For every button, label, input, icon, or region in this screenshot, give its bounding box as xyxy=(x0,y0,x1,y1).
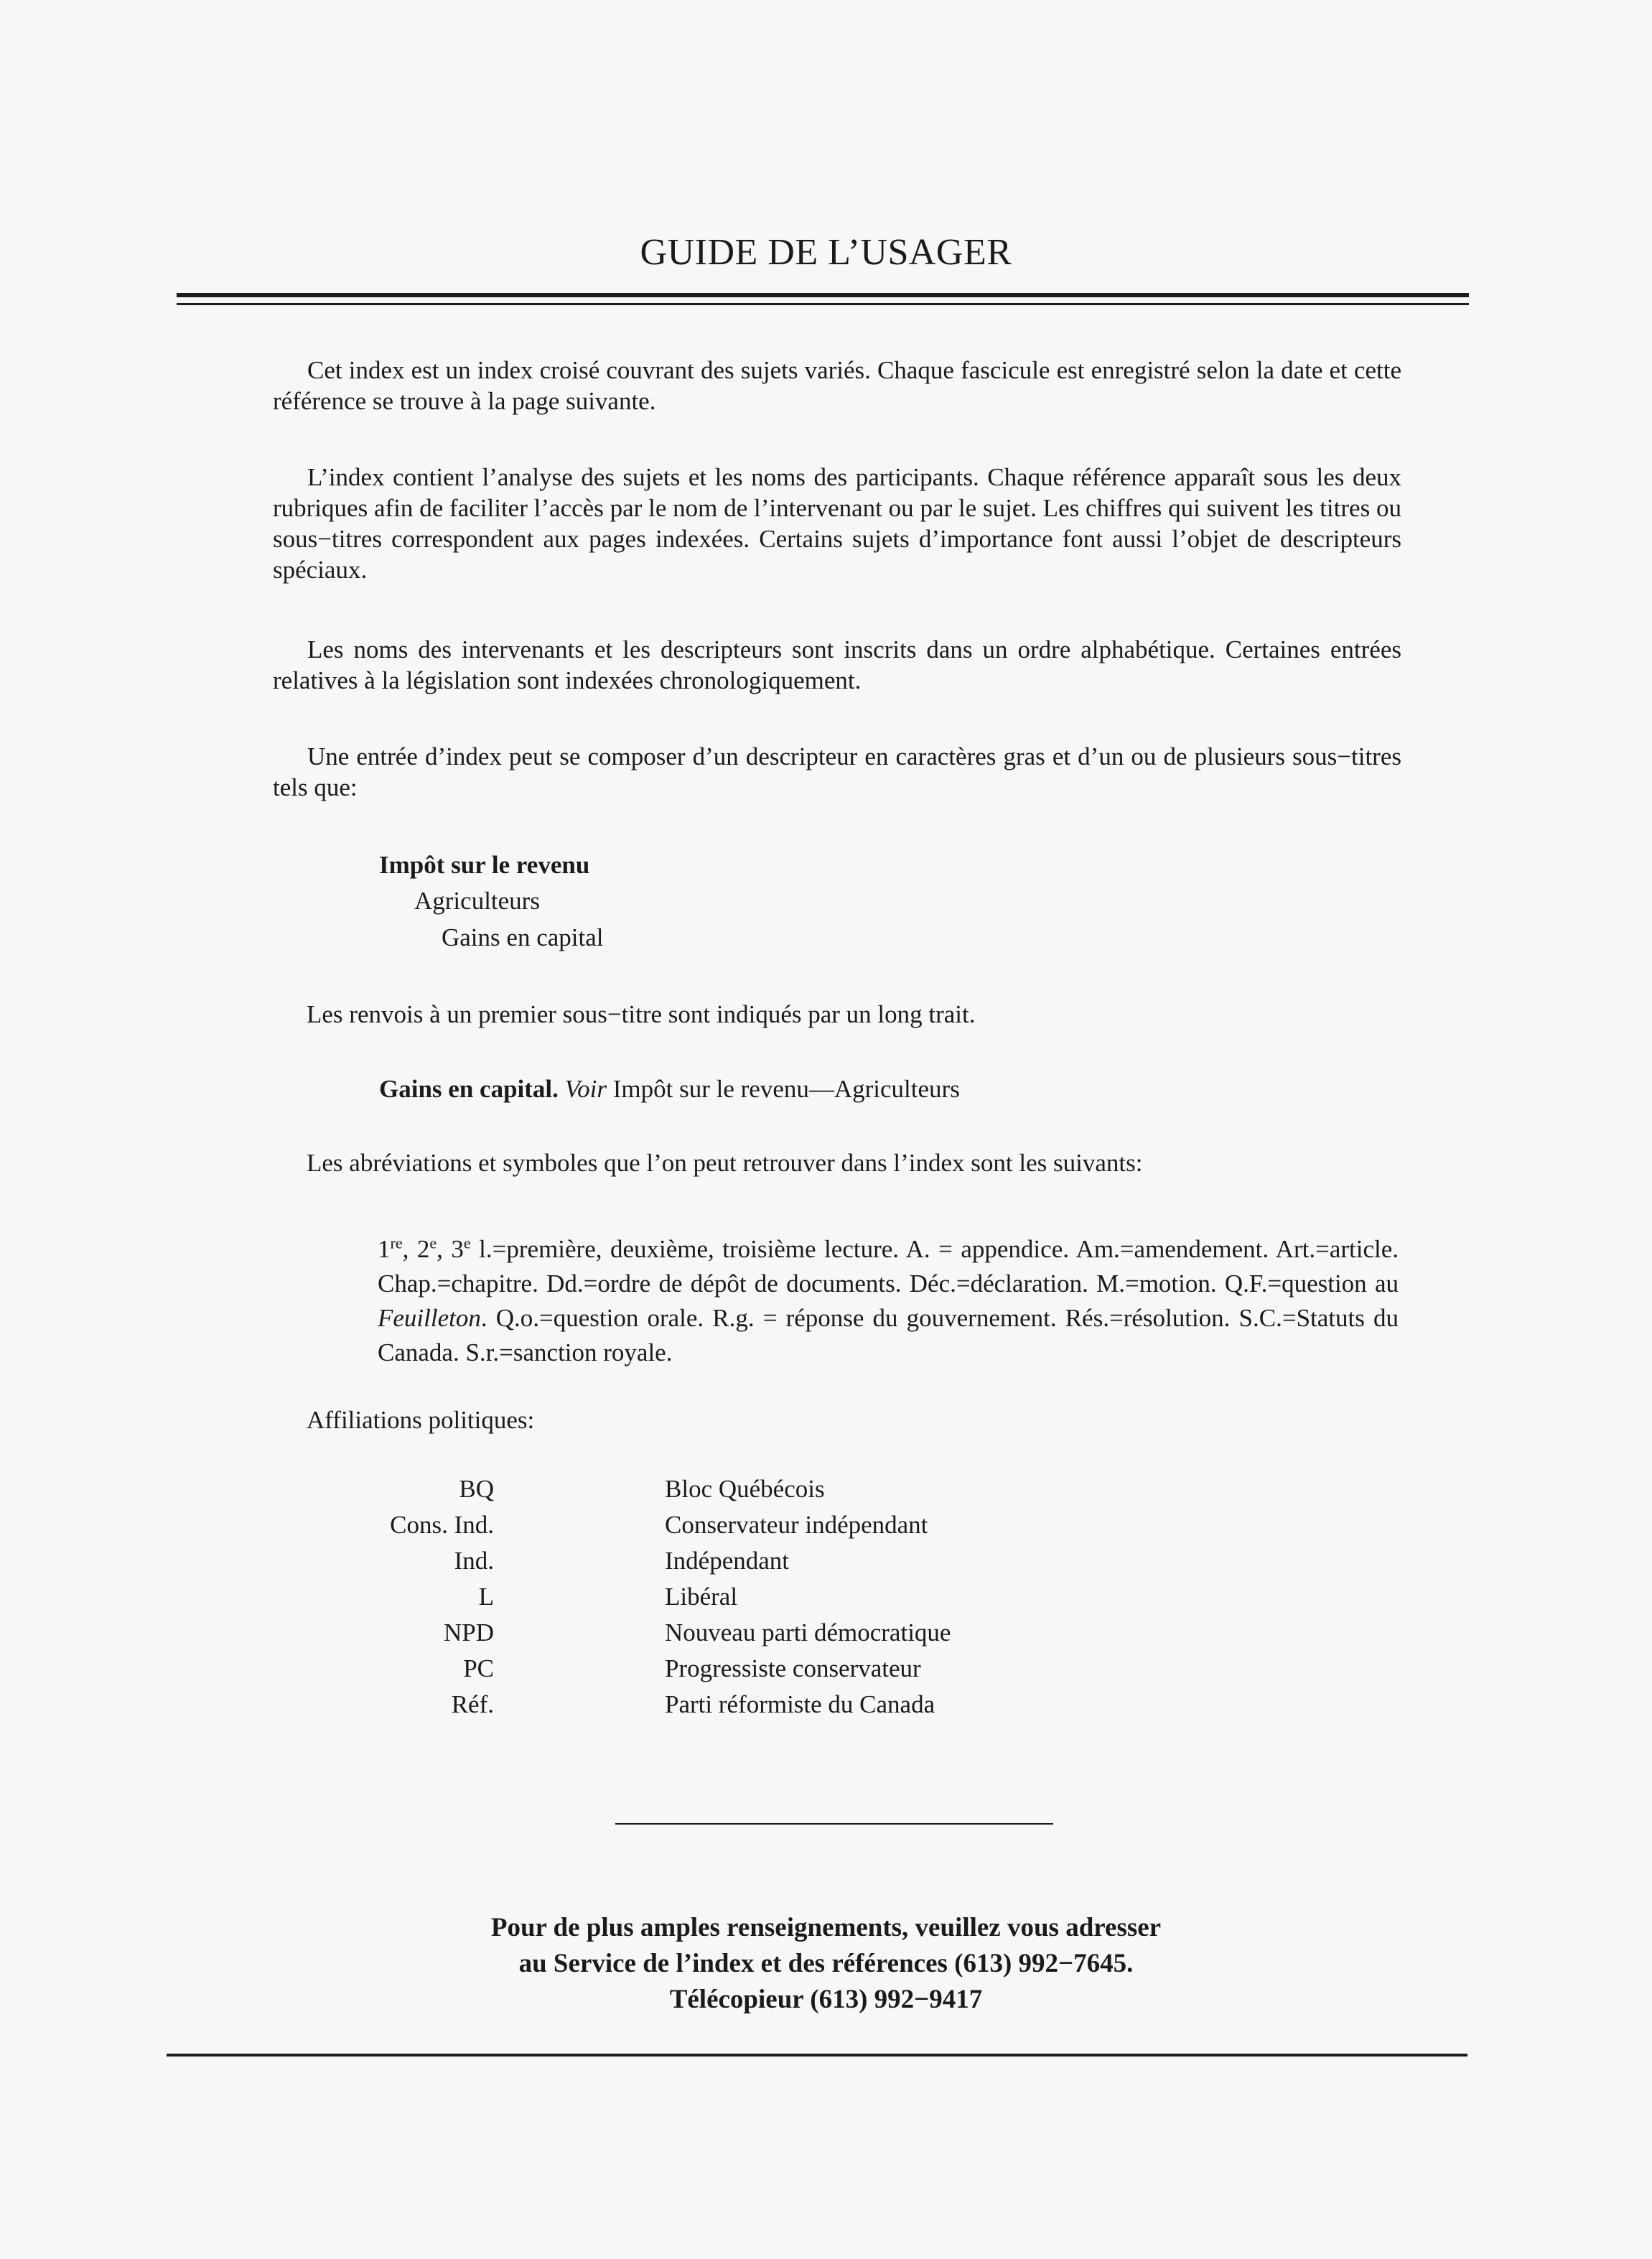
affiliation-name: Progressiste conservateur xyxy=(665,1654,921,1682)
contact-line-3: Télécopieur (613) 992−9417 xyxy=(669,1985,983,2014)
title-rule-thick xyxy=(177,293,1469,297)
affiliations-heading: Affiliations politiques: xyxy=(307,1406,535,1434)
example-subtitle-1: Agriculteurs xyxy=(414,887,540,915)
affiliation-row xyxy=(0,1654,1149,1690)
affiliation-code: Réf. xyxy=(451,1690,494,1718)
abbreviations-list: 1re, 2e, 3e l.=première, deuxième, troisième lecture. A. = appendice. Am.=amendement. Art.=article. Chap.=chapitre. Dd.=ordre de dépôt de documents. Déc.=déclaration. M.=motion. Q.F.=question au Feuilleton. Q.o.=question orale. R.g. = réponse du gouvernement. Rés.=résolution. S.C.=Statuts du Canada. S.r.=sanction royale. xyxy=(378,1234,1399,1366)
bottom-rule xyxy=(167,2054,1467,2057)
example-subtitle-2: Gains en capital xyxy=(442,923,604,951)
abbreviations-intro: Les abréviations et symboles que l’on peut retrouver dans l’index sont les suivants: xyxy=(307,1149,1143,1177)
affiliation-code: BQ xyxy=(459,1475,494,1503)
contact-line-2: au Service de l’index et des références (613) 992−7645. xyxy=(518,1949,1134,1978)
affiliation-row xyxy=(0,1547,1149,1583)
affiliation-name: Indépendant xyxy=(665,1547,789,1575)
affiliation-name: Bloc Québécois xyxy=(665,1475,825,1503)
affiliation-code: PC xyxy=(463,1654,494,1682)
paragraph-entry: Une entrée d’index peut se composer d’un descripteur en caractères gras et d’un ou de plusieurs sous−titres tels que: xyxy=(273,742,1401,801)
contact-line-1: Pour de plus amples renseignements, veuillez vous adresser xyxy=(490,1913,1162,1942)
affiliation-code: Ind. xyxy=(454,1547,494,1575)
affiliation-code: L xyxy=(478,1583,494,1611)
example-descriptor: Impôt sur le revenu xyxy=(379,851,590,879)
cross-reference-example: Gains en capital. Voir Impôt sur le revenu—Agriculteurs xyxy=(379,1075,960,1103)
affiliation-code: Cons. Ind. xyxy=(390,1511,494,1539)
separator-rule xyxy=(615,1823,1053,1825)
affiliation-row xyxy=(0,1475,1149,1511)
title-rule-thin xyxy=(177,303,1469,305)
affiliation-code: NPD xyxy=(443,1618,494,1646)
affiliation-row xyxy=(0,1618,1149,1654)
contact-block xyxy=(0,1910,1652,2018)
affiliation-row xyxy=(0,1511,1149,1547)
affiliation-name: Libéral xyxy=(665,1583,738,1611)
affiliation-row xyxy=(0,1690,1149,1726)
page-title: GUIDE DE L’USAGER xyxy=(640,232,1012,273)
affiliation-row xyxy=(0,1583,1149,1618)
affiliation-name: Parti réformiste du Canada xyxy=(665,1690,935,1718)
paragraph-analysis: L’index contient l’analyse des sujets et les noms des participants. Chaque référence apparaît sous les deux rubriques afin de faciliter l’accès par le nom de l’intervenant ou par le sujet. Les chiffres qui suivent les titres ou sous−titres correspondent aux pages indexées. Certains sujets d’importance font aussi l’objet de descripteurs spéciaux. xyxy=(273,463,1401,584)
cross-reference-note: Les renvois à un premier sous−titre sont indiqués par un long trait. xyxy=(307,1000,976,1028)
affiliation-name: Nouveau parti démocratique xyxy=(665,1618,951,1646)
paragraph-ordering: Les noms des intervenants et les descripteurs sont inscrits dans un ordre alphabétique. Certaines entrées relatives à la législation sont indexées chronologiquement. xyxy=(273,635,1401,694)
paragraph-intro: Cet index est un index croisé couvrant des sujets variés. Chaque fascicule est enregistré selon la date et cette référence se trouve à la page suivante. xyxy=(273,356,1401,415)
affiliation-name: Conservateur indépendant xyxy=(665,1511,928,1539)
